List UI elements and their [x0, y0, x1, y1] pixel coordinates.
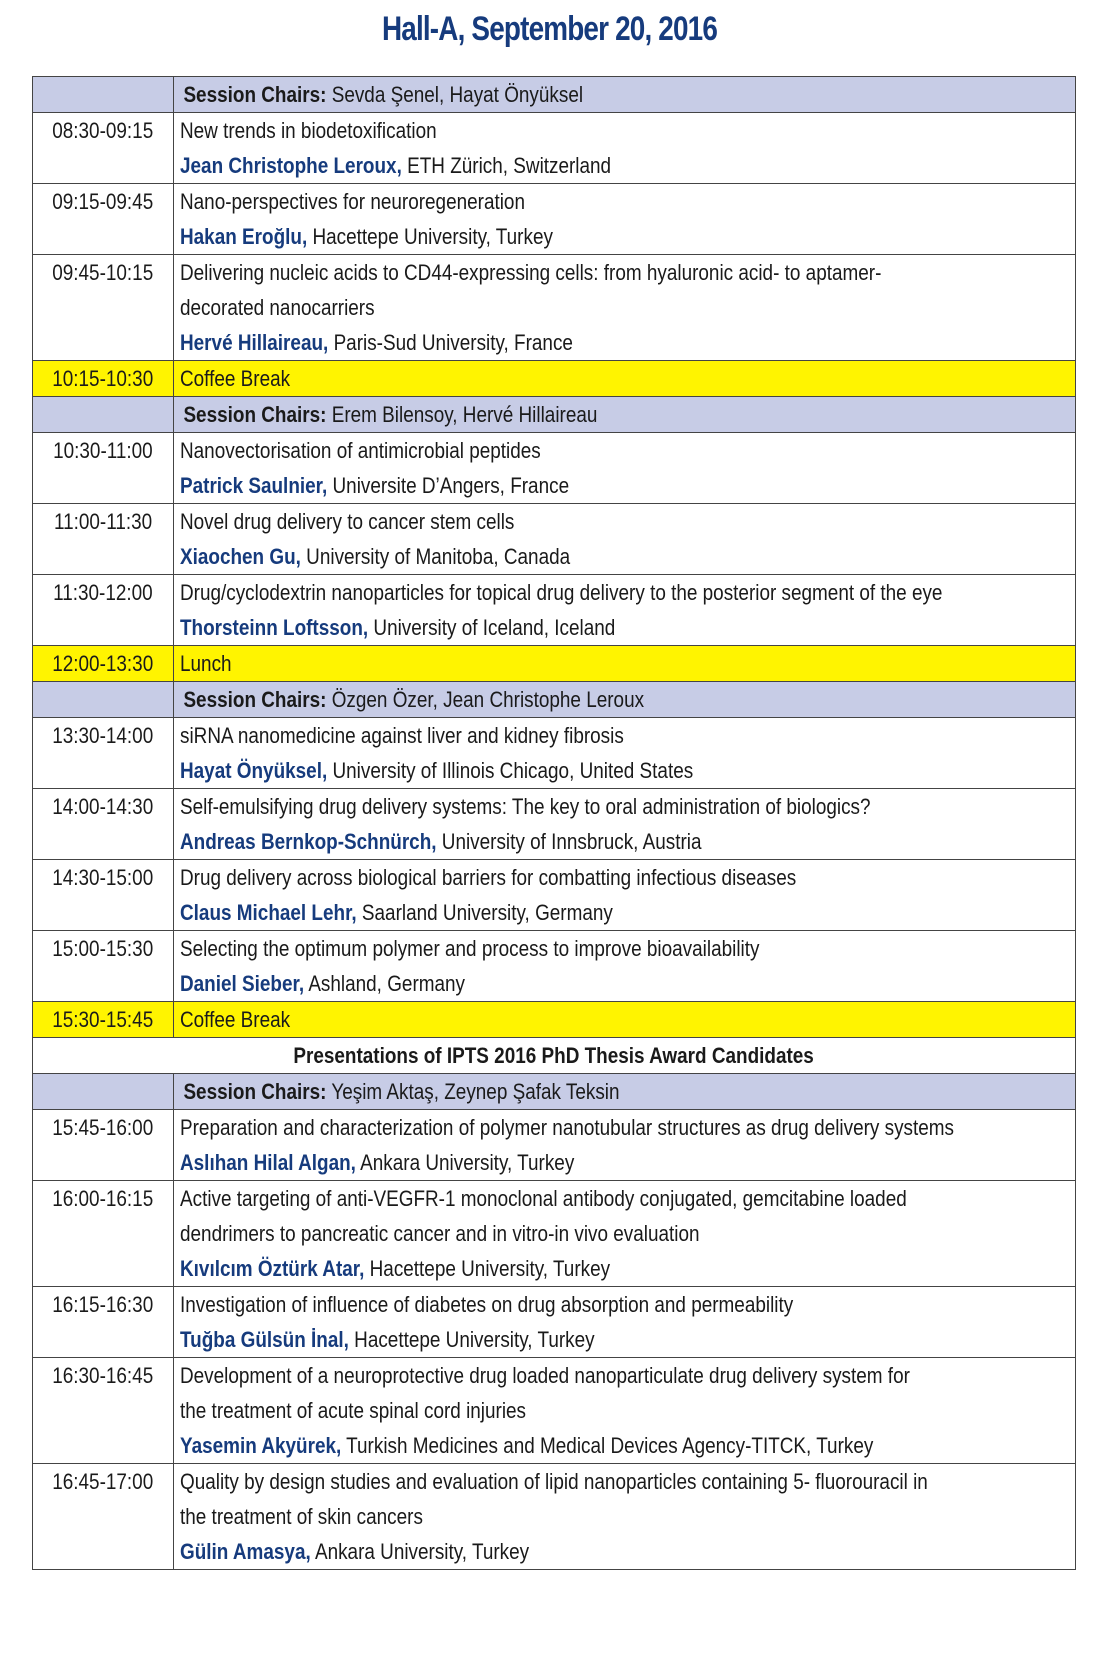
talk-title-line [180, 718, 1069, 753]
time-cell [33, 255, 174, 361]
time-label: 14:00-14:30 [52, 794, 154, 819]
talk-cell [174, 184, 1076, 255]
speaker-wrap [180, 895, 613, 930]
talk-cell [174, 718, 1076, 789]
time-cell [33, 433, 174, 504]
talk-row [33, 789, 1076, 860]
speaker-wrap [180, 1145, 574, 1180]
speaker-wrap [180, 1322, 595, 1357]
talk-title: Drug/cyclodextrin nanoparticles for topical drug delivery to the posterior segment of the eye [180, 580, 943, 605]
time-cell [33, 1074, 174, 1110]
speaker-name: Xiaochen Gu, [180, 544, 302, 569]
speaker-line [180, 468, 1069, 503]
speaker-affiliation: University of Illinois Chicago, United States [332, 758, 694, 783]
talk-title: siRNA nanomedicine against liver and kidney fibrosis [180, 723, 625, 748]
session-chair-text [180, 682, 644, 717]
talk-title: New trends in biodetoxification [180, 118, 438, 143]
talk-title: Nanovectorisation of antimicrobial peptides [180, 438, 542, 463]
session-chair-names: Yeşim Aktaş, Zeynep Şafak Teksin [331, 1079, 620, 1104]
speaker-affiliation: Ankara University, Turkey [315, 1539, 530, 1564]
session-chair-label: Session Chairs: [183, 402, 327, 427]
session-chair-label: Session Chairs: [183, 82, 327, 107]
award-heading-row [33, 1038, 1076, 1074]
speaker-affiliation: Turkish Medicines and Medical Devices Agency-TITCK, Turkey [346, 1433, 874, 1458]
speaker-wrap [180, 824, 702, 859]
speaker-name: Tuğba Gülsün İnal, [180, 1327, 350, 1352]
talk-row [33, 1464, 1076, 1570]
talk-title: Investigation of influence of diabetes on drug absorption and permeability [180, 1292, 794, 1317]
speaker-name: Daniel Sieber, [180, 971, 305, 996]
time-cell [33, 504, 174, 575]
time-cell [33, 682, 174, 718]
speaker-name: Hayat Önyüksel, [180, 758, 328, 783]
talk-cell [174, 1464, 1076, 1570]
talk-cell [174, 860, 1076, 931]
speaker-name: Andreas Bernkop-Schnürch, [180, 829, 437, 854]
talk-title-line [180, 113, 1069, 148]
page-title: Hall-A, September 20, 2016 [381, 10, 718, 48]
talk-row [33, 718, 1076, 789]
talk-title-line [180, 1358, 1069, 1393]
speaker-line [180, 753, 1069, 788]
talk-row [33, 113, 1076, 184]
speaker-affiliation: University of Innsbruck, Austria [442, 829, 702, 854]
award-heading-cell [33, 1038, 1076, 1074]
break-row [33, 646, 1076, 682]
talk-title-line [180, 504, 1069, 539]
speaker-line [180, 895, 1069, 930]
talk-title: Nano-perspectives for neuroregeneration [180, 189, 526, 214]
talk-title: the treatment of acute spinal cord injuries [180, 1398, 527, 1423]
talk-title-line [180, 290, 1069, 325]
speaker-affiliation: Ankara University, Turkey [360, 1150, 575, 1175]
speaker-wrap [180, 753, 693, 788]
break-row [33, 361, 1076, 397]
talk-row [33, 860, 1076, 931]
speaker-affiliation: ETH Zürich, Switzerland [407, 153, 612, 178]
award-heading: Presentations of IPTS 2016 PhD Thesis Award Candidates [293, 1043, 815, 1068]
time-label: 16:15-16:30 [52, 1292, 154, 1317]
speaker-affiliation: Hacettepe University, Turkey [312, 224, 554, 249]
session-chair-names: Sevda Şenel, Hayat Önyüksel [332, 82, 584, 107]
session-chair-text [180, 1074, 620, 1109]
speaker-affiliation: Ashland, Germany [308, 971, 466, 996]
talk-title: Preparation and characterization of polymer nanotubular structures as drug delivery systems [180, 1115, 955, 1140]
speaker-wrap [180, 966, 465, 1001]
time-cell [33, 646, 174, 682]
speaker-affiliation: Paris-Sud University, France [333, 330, 574, 355]
speaker-line [180, 824, 1069, 859]
time-cell [33, 931, 174, 1002]
talk-title: Drug delivery across biological barriers for combatting infectious diseases [180, 865, 797, 890]
time-cell [33, 718, 174, 789]
speaker-line [180, 1428, 1069, 1463]
speaker-line [180, 325, 1069, 360]
speaker-line [180, 1534, 1069, 1569]
talk-cell [174, 931, 1076, 1002]
talk-row [33, 1358, 1076, 1464]
talk-title-line [180, 184, 1069, 219]
talk-cell [174, 504, 1076, 575]
time-cell [33, 113, 174, 184]
talk-title: Active targeting of anti-VEGFR-1 monoclonal antibody conjugated, gemcitabine loaded [180, 1186, 908, 1211]
break-cell [174, 361, 1076, 397]
talk-title: Selecting the optimum polymer and process to improve bioavailability [180, 936, 760, 961]
talk-row [33, 931, 1076, 1002]
talk-title-line [180, 789, 1069, 824]
talk-title-line [180, 1499, 1069, 1534]
session-chair-cell [174, 77, 1076, 113]
talk-cell [174, 1287, 1076, 1358]
speaker-affiliation: Universite D’Angers, France [332, 473, 570, 498]
time-label: 15:00-15:30 [52, 936, 154, 961]
time-cell [33, 1287, 174, 1358]
speaker-line [180, 539, 1069, 574]
speaker-name: Claus Michael Lehr, [180, 900, 358, 925]
speaker-affiliation: University of Manitoba, Canada [306, 544, 571, 569]
session-chair-text [180, 77, 583, 112]
break-label: Coffee Break [180, 366, 291, 391]
session-chair-label: Session Chairs: [183, 1079, 327, 1104]
speaker-wrap [180, 1251, 610, 1286]
session-chair-names: Özgen Özer, Jean Christophe Leroux [332, 687, 645, 712]
speaker-affiliation: University of Iceland, Iceland [373, 615, 616, 640]
time-label: 15:45-16:00 [52, 1115, 154, 1140]
speaker-line [180, 1145, 1069, 1180]
speaker-line [180, 1251, 1069, 1286]
talk-row [33, 184, 1076, 255]
break-label: Coffee Break [180, 1007, 291, 1032]
talk-cell [174, 255, 1076, 361]
talk-title-line [180, 255, 1069, 290]
talk-title: dendrimers to pancreatic cancer and in vitro-in vivo evaluation [180, 1221, 700, 1246]
session-chair-row [33, 77, 1076, 113]
speaker-affiliation: Hacettepe University, Turkey [370, 1256, 611, 1281]
session-chair-cell [174, 682, 1076, 718]
speaker-affiliation: Hacettepe University, Turkey [354, 1327, 596, 1352]
talk-title-line [180, 575, 1069, 610]
speaker-line [180, 219, 1069, 254]
session-chair-row [33, 1074, 1076, 1110]
session-chair-row [33, 682, 1076, 718]
speaker-line [180, 1322, 1069, 1357]
time-label: 10:15-10:30 [52, 366, 154, 391]
session-chair-label: Session Chairs: [183, 687, 327, 712]
talk-title: Self-emulsifying drug delivery systems: The key to oral administration of biologics? [180, 794, 871, 819]
talk-title-line [180, 1464, 1069, 1499]
talk-title-line [180, 1110, 1069, 1145]
time-cell [33, 789, 174, 860]
speaker-name: Jean Christophe Leroux, [180, 153, 403, 178]
time-cell [33, 860, 174, 931]
speaker-name: Aslıhan Hilal Algan, [180, 1150, 357, 1175]
speaker-wrap [180, 468, 569, 503]
talk-title-line [180, 1287, 1069, 1322]
speaker-name: Yasemin Akyürek, [180, 1433, 342, 1458]
talk-title-line [180, 1393, 1069, 1428]
time-cell [33, 361, 174, 397]
talk-cell [174, 789, 1076, 860]
talk-cell [174, 575, 1076, 646]
speaker-name: Gülin Amasya, [180, 1539, 312, 1564]
time-label: 09:45-10:15 [52, 260, 154, 285]
time-cell [33, 1181, 174, 1287]
talk-title-line [180, 931, 1069, 966]
talk-title: decorated nanocarriers [180, 295, 375, 320]
time-label: 11:30-12:00 [53, 580, 154, 605]
talk-title: the treatment of skin cancers [180, 1504, 424, 1529]
speaker-wrap [180, 1428, 873, 1463]
talk-cell [174, 1358, 1076, 1464]
talk-row [33, 433, 1076, 504]
time-cell [33, 1110, 174, 1181]
time-label: 11:00-11:30 [54, 509, 153, 534]
time-cell [33, 575, 174, 646]
speaker-affiliation: Saarland University, Germany [362, 900, 614, 925]
break-row [33, 1002, 1076, 1038]
schedule-table [32, 76, 1076, 1570]
speaker-name: Patrick Saulnier, [180, 473, 328, 498]
time-label: 09:15-09:45 [52, 189, 154, 214]
talk-cell [174, 1110, 1076, 1181]
break-cell [174, 646, 1076, 682]
talk-cell [174, 1181, 1076, 1287]
talk-row [33, 1110, 1076, 1181]
talk-row [33, 504, 1076, 575]
time-cell [33, 77, 174, 113]
speaker-name: Hakan Eroğlu, [180, 224, 308, 249]
talk-title-line [180, 1181, 1069, 1216]
session-chair-text [180, 397, 597, 432]
break-cell [174, 1002, 1076, 1038]
time-label: 15:30-15:45 [52, 1007, 154, 1032]
session-chair-cell [174, 397, 1076, 433]
talk-title-line [180, 860, 1069, 895]
talk-row [33, 1181, 1076, 1287]
time-label: 16:30-16:45 [52, 1363, 154, 1388]
talk-row [33, 1287, 1076, 1358]
talk-row [33, 575, 1076, 646]
speaker-wrap [180, 219, 553, 254]
time-cell [33, 184, 174, 255]
time-label: 16:00-16:15 [52, 1186, 154, 1211]
time-cell [33, 397, 174, 433]
time-label: 12:00-13:30 [52, 651, 154, 676]
speaker-line [180, 148, 1069, 183]
talk-row [33, 255, 1076, 361]
session-chair-cell [174, 1074, 1076, 1110]
speaker-line [180, 610, 1069, 645]
talk-title-line [180, 1216, 1069, 1251]
time-label: 10:30-11:00 [53, 438, 154, 463]
talk-cell [174, 433, 1076, 504]
speaker-wrap [180, 1534, 529, 1569]
talk-title: Quality by design studies and evaluation of lipid nanoparticles containing 5- fluorouracil in [180, 1469, 929, 1494]
time-label: 14:30-15:00 [52, 865, 154, 890]
speaker-wrap [180, 325, 573, 360]
talk-title: Development of a neuroprotective drug loaded nanoparticulate drug delivery system for [180, 1363, 911, 1388]
break-label: Lunch [180, 651, 232, 676]
time-label: 16:45-17:00 [52, 1469, 154, 1494]
talk-title-line [180, 433, 1069, 468]
speaker-name: Thorsteinn Loftsson, [180, 615, 369, 640]
session-chair-row [33, 397, 1076, 433]
speaker-wrap [180, 610, 615, 645]
speaker-wrap [180, 148, 611, 183]
time-label: 08:30-09:15 [52, 118, 154, 143]
talk-cell [174, 113, 1076, 184]
speaker-name: Hervé Hillaireau, [180, 330, 329, 355]
time-cell [33, 1358, 174, 1464]
schedule-body [33, 77, 1076, 1570]
speaker-name: Kıvılcım Öztürk Atar, [180, 1256, 365, 1281]
time-cell [33, 1464, 174, 1570]
time-label: 13:30-14:00 [52, 723, 154, 748]
talk-title: Delivering nucleic acids to CD44-expressing cells: from hyaluronic acid- to aptamer- [180, 260, 882, 285]
session-chair-names: Erem Bilensoy, Hervé Hillaireau [332, 402, 598, 427]
speaker-line [180, 966, 1069, 1001]
talk-title: Novel drug delivery to cancer stem cells [180, 509, 515, 534]
speaker-wrap [180, 539, 570, 574]
time-cell [33, 1002, 174, 1038]
